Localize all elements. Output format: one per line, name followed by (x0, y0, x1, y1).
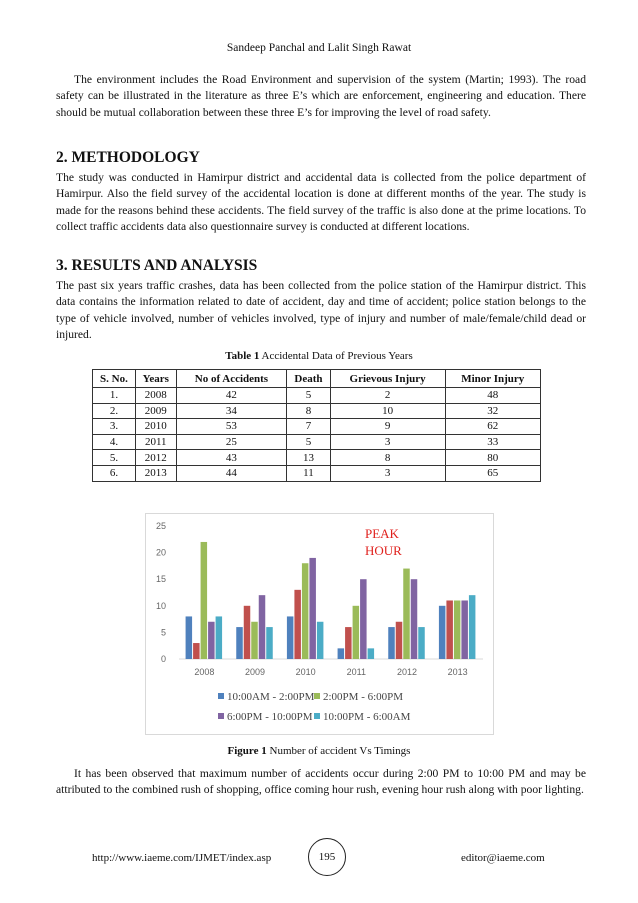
table-cell: 8 (287, 403, 330, 419)
bar (353, 606, 360, 659)
y-tick-label: 5 (160, 627, 166, 638)
bar (439, 606, 446, 659)
table-cell: 2. (93, 403, 136, 419)
conclusion-paragraph: It has been observed that maximum number of accidents occur during 2:00 PM to 10:00 PM and may be attributed to the combined rush of shopping, office coming hour rush, evening hour rush along with poor lighting. (56, 767, 586, 797)
bar (317, 622, 324, 659)
legend-label: 10:00PM - 6:00AM (323, 711, 411, 723)
x-tick-label: 2013 (447, 667, 468, 677)
table-caption-text: Accidental Data of Previous Years (259, 350, 413, 362)
accidents-vs-timings-chart (146, 514, 493, 734)
table-caption (0, 350, 638, 362)
table-cell: 3. (93, 419, 136, 435)
bar (287, 616, 294, 659)
bar (454, 600, 461, 659)
bar (251, 622, 258, 659)
table-cell: 80 (445, 450, 540, 466)
table-cell: 65 (445, 465, 540, 481)
table-cell: 25 (176, 434, 287, 450)
page-number: 195 (308, 838, 346, 876)
figure-caption-label: Figure 1 (227, 745, 267, 757)
bar (338, 648, 345, 659)
methodology-paragraph: The study was conducted in Hamirpur district and accidental data is collected from the police department of Hamirpur. Also the field survey of the accidental location is done at different months of the year. The study is made for the reasons behind these accidents. The field survey of the traffic is also done at the prime locations. To collect traffic accidents data also questionnaire survey is conducted at different locations. (56, 171, 586, 233)
footer-email[interactable]: editor@iaeme.com (461, 852, 545, 864)
table-cell: 44 (176, 465, 287, 481)
bar (469, 595, 476, 659)
table-row (93, 465, 541, 481)
bar (360, 579, 367, 659)
table-cell: 4. (93, 434, 136, 450)
running-header: Sandeep Panchal and Lalit Singh Rawat (226, 42, 412, 54)
table-cell: 5 (287, 434, 330, 450)
legend-label: 6:00PM - 10:00PM (227, 711, 313, 723)
table-cell: 1. (93, 388, 136, 404)
bar (236, 627, 243, 659)
header-grievous: Grievous Injury (330, 370, 445, 388)
table-cell: 10 (330, 403, 445, 419)
bar (208, 622, 215, 659)
chart-frame (145, 513, 494, 735)
bar (411, 579, 418, 659)
legend-swatch (314, 693, 320, 699)
bar (368, 648, 375, 659)
bar (396, 622, 403, 659)
table-row (93, 450, 541, 466)
table-cell: 48 (445, 388, 540, 404)
bar (259, 595, 266, 659)
table-row (93, 434, 541, 450)
bar (201, 542, 208, 659)
y-tick-label: 20 (155, 547, 166, 558)
table-cell: 6. (93, 465, 136, 481)
header-minor: Minor Injury (445, 370, 540, 388)
y-tick-label: 25 (155, 521, 166, 531)
table-caption-label: Table 1 (225, 350, 260, 362)
figure-caption-text: Number of accident Vs Timings (266, 745, 411, 757)
bar (266, 627, 273, 659)
legend-label: 2:00PM - 6:00PM (323, 691, 404, 703)
table-cell: 5. (93, 450, 136, 466)
legend-swatch (314, 713, 320, 719)
table-cell: 2 (330, 388, 445, 404)
bar (294, 590, 301, 659)
y-tick-label: 0 (160, 654, 166, 664)
table-cell: 33 (445, 434, 540, 450)
table-cell: 62 (445, 419, 540, 435)
table-cell: 9 (330, 419, 445, 435)
footer-url[interactable]: http://www.iaeme.com/IJMET/index.asp (92, 852, 272, 864)
bar (216, 616, 223, 659)
table-cell: 2011 (135, 434, 176, 450)
table-cell: 2012 (135, 450, 176, 466)
table-cell: 42 (176, 388, 287, 404)
table-cell: 5 (287, 388, 330, 404)
bar (403, 569, 410, 659)
table-row (93, 388, 541, 404)
table-cell: 2008 (135, 388, 176, 404)
table-row (93, 403, 541, 419)
bar (302, 563, 309, 659)
table-cell: 13 (287, 450, 330, 466)
table-cell: 3 (330, 465, 445, 481)
table-header-row (93, 370, 541, 388)
table-cell: 53 (176, 419, 287, 435)
table-row (93, 419, 541, 435)
table-cell: 43 (176, 450, 287, 466)
bar (193, 643, 200, 659)
bar (345, 627, 352, 659)
figure-caption (0, 745, 638, 757)
results-heading: 3. RESULTS AND ANALYSIS (56, 257, 258, 274)
table-cell: 8 (330, 450, 445, 466)
table-cell: 32 (445, 403, 540, 419)
bar (309, 558, 316, 659)
table-cell: 2013 (135, 465, 176, 481)
x-tick-label: 2010 (295, 667, 316, 677)
legend-label: 10:00AM - 2:00PM (227, 691, 315, 703)
bar (446, 600, 453, 659)
table-cell: 11 (287, 465, 330, 481)
table-cell: 2009 (135, 403, 176, 419)
intro-paragraph: The environment includes the Road Environment and supervision of the system (Martin; 1993). The road safety can be illustrated in the literature as three E’s which are enforcement, engineering and education. There should be mutual collaboration between these three E’s for improving the level of road safety. (56, 73, 586, 119)
x-tick-label: 2009 (244, 667, 266, 677)
bar (418, 627, 425, 659)
bar (244, 606, 251, 659)
y-tick-label: 15 (155, 574, 166, 585)
header-accidents: No of Accidents (176, 370, 287, 388)
x-tick-label: 2011 (346, 667, 367, 677)
bar (186, 616, 193, 659)
table-cell: 34 (176, 403, 287, 419)
table-cell: 2010 (135, 419, 176, 435)
legend-swatch (218, 713, 224, 719)
header-sno: S. No. (93, 370, 136, 388)
results-paragraph: The past six years traffic crashes, data has been collected from the police station of the Hamirpur district. This data contains the information related to date of accident, day and time of accident; police station belongs to the type of vehicle involved, number of vehicles involved, type of injury and number of male/female/child dead or injured. (56, 279, 586, 341)
methodology-heading: 2. METHODOLOGY (56, 149, 200, 166)
header-years: Years (135, 370, 176, 388)
peak-hour-label-line2: HOUR (365, 543, 402, 558)
x-tick-label: 2012 (396, 667, 418, 677)
x-tick-label: 2008 (194, 667, 215, 677)
header-death: Death (287, 370, 330, 388)
bar (388, 627, 395, 659)
accident-data-table (92, 369, 541, 482)
y-tick-label: 10 (155, 600, 166, 611)
legend-swatch (218, 693, 224, 699)
peak-label-line1: PEAK (365, 526, 399, 541)
table-cell: 3 (330, 434, 445, 450)
table-cell: 7 (287, 419, 330, 435)
bar (461, 600, 468, 659)
